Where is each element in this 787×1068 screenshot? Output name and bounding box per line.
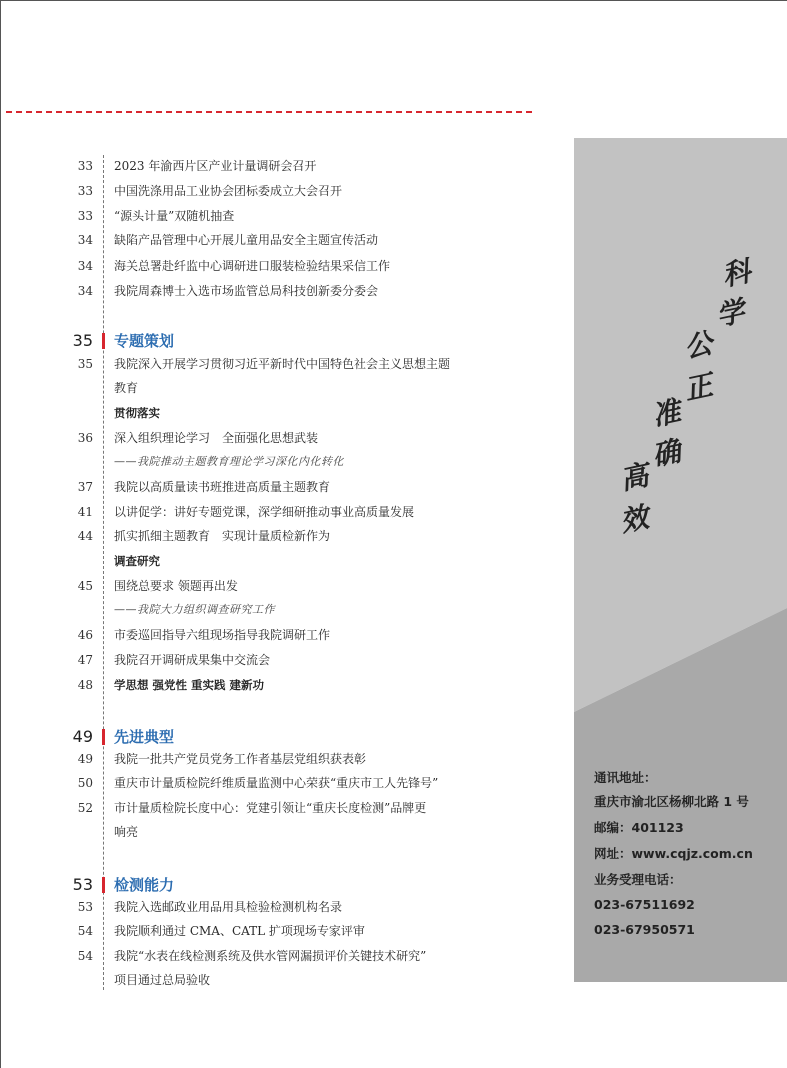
toc-entry[interactable] xyxy=(0,575,560,621)
entry-title-line1: 我院深入开展学习贯彻习近平新时代中国特色社会主义思想主题 xyxy=(114,357,451,371)
page-number: 50 xyxy=(77,776,93,790)
page-number: 48 xyxy=(77,678,93,692)
section-heading-testing-capability[interactable] xyxy=(0,872,560,898)
phone-number-1[interactable]: 023-67511692 xyxy=(594,897,695,912)
page-number: 54 xyxy=(77,949,93,963)
red-dashed-divider xyxy=(6,111,532,113)
toc-entry[interactable] xyxy=(0,280,560,302)
phone-number-2[interactable]: 023-67950571 xyxy=(594,922,695,937)
entry-title: 缺陷产品管理中心开展儿童用品安全主题宣传活动 xyxy=(114,233,379,247)
entry-title-line1: 市计量质检院长度中心：党建引领让“重庆长度检测”品牌更 xyxy=(114,801,427,815)
entry-title: 学思想 强党性 重实践 建新功 xyxy=(114,678,265,692)
toc-entry[interactable] xyxy=(0,624,560,646)
toc-entry[interactable] xyxy=(0,896,560,918)
entry-title: 围绕总要求 领题再出发 xyxy=(114,579,238,593)
toc-entry[interactable] xyxy=(0,255,560,277)
toc-entry[interactable] xyxy=(0,180,560,202)
page-number: 45 xyxy=(77,579,93,593)
page-number: 36 xyxy=(77,431,93,445)
entry-title: 海关总署赴纤监中心调研进口服装检验结果采信工作 xyxy=(114,259,391,273)
toc-entry[interactable] xyxy=(0,205,560,227)
toc-entry[interactable] xyxy=(0,427,560,473)
page-number: 41 xyxy=(77,505,93,519)
page-number: 34 xyxy=(77,284,93,298)
toc-entry[interactable] xyxy=(0,945,560,991)
entry-title: 我院顺利通过 CMA、CATL 扩项现场专家评审 xyxy=(114,924,365,938)
entry-title-line2: 教育 xyxy=(114,381,139,395)
toc-entry[interactable] xyxy=(0,229,560,251)
toc-entry[interactable] xyxy=(0,649,560,671)
toc-entry[interactable] xyxy=(0,797,560,843)
entry-title: 我院召开调研成果集中交流会 xyxy=(114,653,271,667)
entry-subtitle: ——我院大力组织调查研究工作 xyxy=(114,603,275,616)
motto-char: 准 xyxy=(649,394,684,433)
entry-title: 深入组织理论学习 全面强化思想武装 xyxy=(114,431,319,445)
page-number: 35 xyxy=(77,357,93,371)
toc-entry[interactable] xyxy=(0,501,560,523)
motto-char: 科 xyxy=(719,254,754,293)
phone-label: 业务受理电话： xyxy=(594,872,682,887)
entry-title: 我院一批共产党员党务工作者基层党组织获表彰 xyxy=(114,752,367,766)
section-number: 53 xyxy=(72,875,93,894)
website-link[interactable]: 网址：www.cqjz.com.cn xyxy=(594,846,753,861)
page-number: 33 xyxy=(77,184,93,198)
entry-title: 抓实抓细主题教育 实现计量质检新作为 xyxy=(114,529,331,543)
entry-title: 以讲促学：讲好专题党课，深学细研推动事业高质量发展 xyxy=(114,505,415,519)
subsection-heading xyxy=(0,550,560,572)
entry-title: 市委巡回指导六组现场指导我院调研工作 xyxy=(114,628,331,642)
subsection-title: 调查研究 xyxy=(114,554,160,568)
section-marker-bar xyxy=(102,729,105,745)
motto-char: 学 xyxy=(713,294,748,333)
toc-entry[interactable] xyxy=(0,525,560,547)
page-number: 49 xyxy=(77,752,93,766)
motto-char: 效 xyxy=(617,500,652,539)
entry-title: 我院以高质量读书班推进高质量主题教育 xyxy=(114,480,331,494)
address-label: 通讯地址： xyxy=(594,770,657,785)
section-heading-advanced-models[interactable] xyxy=(0,724,560,750)
toc-entry[interactable] xyxy=(0,772,560,794)
section-marker-bar xyxy=(102,877,105,893)
motto-char: 公 xyxy=(681,326,716,365)
subsection-heading xyxy=(0,402,560,424)
toc-entry[interactable] xyxy=(0,748,560,770)
postcode: 邮编：401123 xyxy=(594,820,684,835)
entry-title-line2: 响亮 xyxy=(114,825,139,839)
page-number: 52 xyxy=(77,801,93,815)
section-title: 先进典型 xyxy=(114,728,175,746)
section-title: 专题策划 xyxy=(114,332,175,350)
toc-entry[interactable] xyxy=(0,920,560,942)
toc-entry[interactable] xyxy=(0,476,560,498)
section-title: 检测能力 xyxy=(114,876,175,894)
motto-char: 高 xyxy=(617,458,652,497)
section-heading-special-planning[interactable] xyxy=(0,328,560,354)
page-number: 34 xyxy=(77,233,93,247)
page-number: 33 xyxy=(77,209,93,223)
motto-char: 确 xyxy=(649,434,684,473)
section-number: 35 xyxy=(72,331,93,350)
entry-title-line2: 项目通过总局验收 xyxy=(114,973,211,987)
address-value: 重庆市渝北区杨柳北路 1 号 xyxy=(594,794,749,809)
page-number: 33 xyxy=(77,159,93,173)
entry-title: 我院周森博士入选市场监管总局科技创新委分委会 xyxy=(114,284,379,298)
entry-title: 重庆市计量质检院纤维质量监测中心荣获“重庆市工人先锋号” xyxy=(114,776,439,790)
toc-entry[interactable] xyxy=(0,674,560,696)
entry-title: 中国洗涤用品工业协会团标委成立大会召开 xyxy=(114,184,343,198)
page-number: 47 xyxy=(77,653,93,667)
subsection-title: 贯彻落实 xyxy=(114,406,160,420)
toc-entry[interactable] xyxy=(0,155,560,177)
section-number: 49 xyxy=(72,727,93,746)
page-number: 34 xyxy=(77,259,93,273)
page-number: 53 xyxy=(77,900,93,914)
entry-subtitle: ——我院推动主题教育理论学习深化内化转化 xyxy=(114,455,344,468)
toc-entry[interactable] xyxy=(0,353,560,399)
entry-title-line1: 我院“水表在线检测系统及供水管网漏损评价关键技术研究” xyxy=(114,949,427,963)
page-number: 44 xyxy=(77,529,93,543)
motto-char: 正 xyxy=(681,368,716,407)
entry-title: “源头计量”双随机抽查 xyxy=(114,209,235,223)
page-number: 46 xyxy=(77,628,93,642)
section-marker-bar xyxy=(102,333,105,349)
entry-title: 我院入选邮政业用品用具检验检测机构名录 xyxy=(114,900,343,914)
page-number: 37 xyxy=(77,480,93,494)
page-number: 54 xyxy=(77,924,93,938)
entry-title: 2023 年渝西片区产业计量调研会召开 xyxy=(114,159,317,173)
